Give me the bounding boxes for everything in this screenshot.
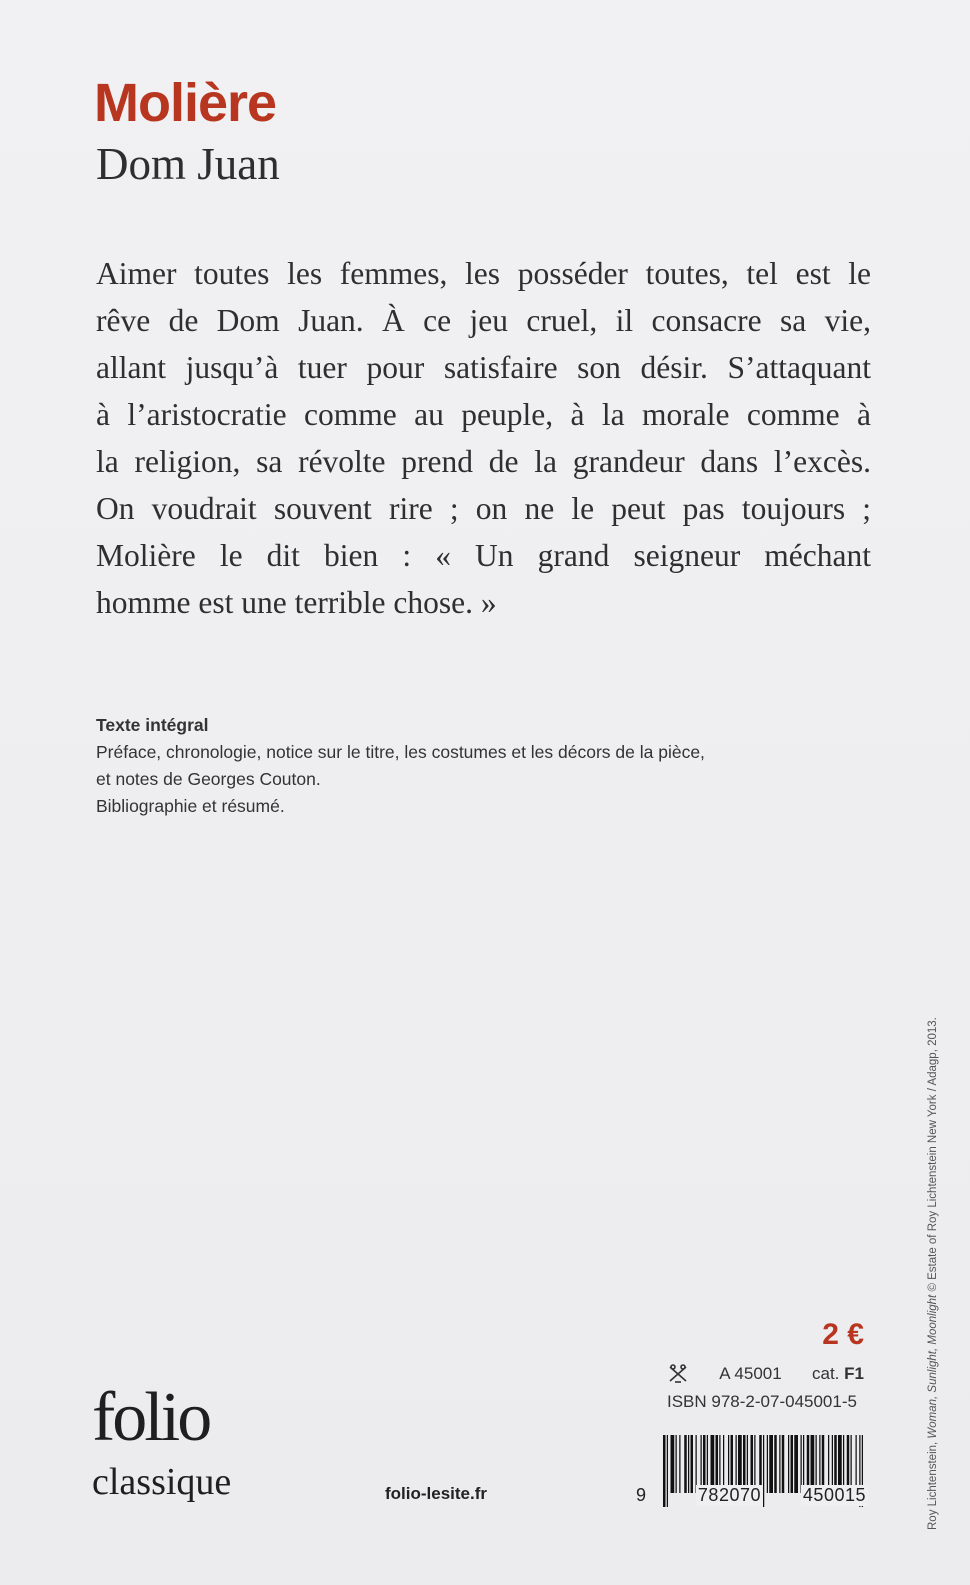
image-credit <box>927 1017 939 1530</box>
classique-logo: classique <box>92 1461 232 1503</box>
author-name: Molière <box>94 73 277 133</box>
blurb-line: la religion, sa révolte prend de la grandeur dans l’excès. <box>96 444 871 479</box>
blurb-line: Aimer toutes les femmes, les posséder toutes, tel est le <box>96 256 871 291</box>
credit-suffix: © Estate of Roy Lichtenstein New York / Adagp, 2013. <box>927 1017 939 1295</box>
blurb-line: Molière le dit bien : « Un grand seigneur méchant <box>96 538 871 573</box>
blurb-line: homme est une terrible chose. » <box>96 585 497 620</box>
edition-notes <box>96 712 876 820</box>
edition-heading: Texte intégral <box>96 715 209 735</box>
edition-line: Préface, chronologie, notice sur le titre, les costumes et les décors de la pièce, <box>96 742 705 762</box>
publisher-emblem-icon <box>667 1364 689 1384</box>
book-title: Dom Juan <box>96 139 280 189</box>
barcode-group: 450015 <box>802 1485 866 1505</box>
credit-prefix: Roy Lichtenstein, <box>927 1438 939 1530</box>
category-label: cat. <box>812 1364 840 1383</box>
blurb <box>96 250 871 626</box>
catalog-number: A 45001 <box>719 1364 782 1383</box>
website-link[interactable]: folio-lesite.fr <box>385 1484 488 1503</box>
blurb-line: à l’aristocratie comme au peuple, à la morale comme à <box>96 397 871 432</box>
isbn: ISBN 978-2-07-045001-5 <box>667 1392 857 1411</box>
barcode-digits <box>636 1485 868 1506</box>
blurb-line: allant jusqu’à tuer pour satisfaire son désir. S’attaquant <box>96 350 871 385</box>
blurb-line: On voudrait souvent rire ; on ne le peut pas toujours ; <box>96 491 871 526</box>
folio-logo: folio <box>92 1379 210 1456</box>
category <box>812 1364 864 1384</box>
blurb-line: rêve de Dom Juan. À ce jeu cruel, il consacre sa vie, <box>96 303 871 338</box>
credit-works: Woman, Sunlight, Moonlight <box>927 1294 939 1439</box>
category-value: F1 <box>844 1364 864 1383</box>
barcode-lead-digit: 9 <box>636 1485 647 1505</box>
catalog-codes <box>667 1364 864 1412</box>
edition-line: Bibliographie et résumé. <box>96 796 285 816</box>
edition-line: et notes de Georges Couton. <box>96 769 321 789</box>
price: 2 € <box>822 1318 864 1351</box>
barcode-group: 782070 <box>697 1485 761 1505</box>
